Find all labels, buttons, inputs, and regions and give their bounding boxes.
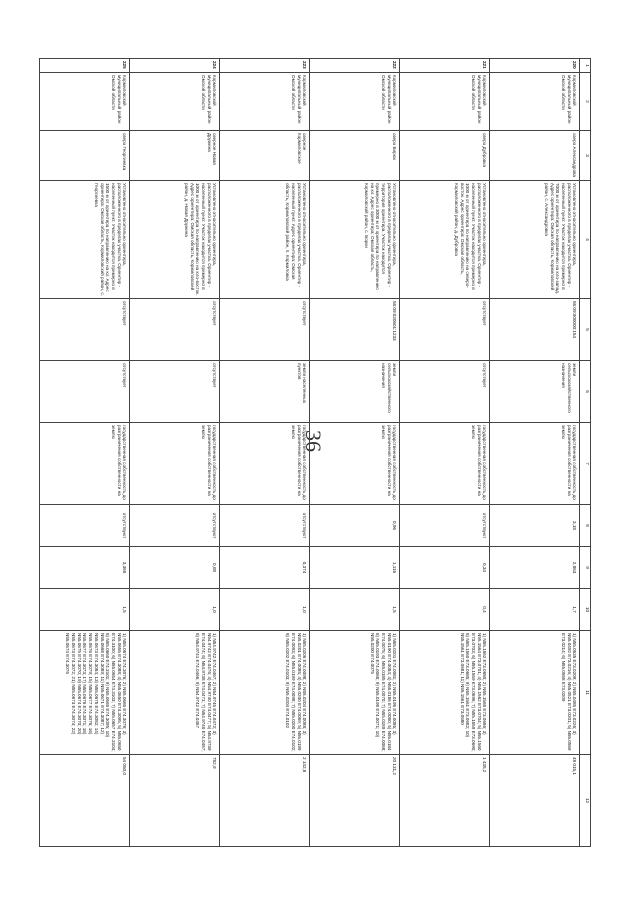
district-cell: Кормиловский муниципальный район Омской области: [310, 73, 400, 131]
location-cell: Установлено относительно ориентира, расположенного в пределах участка. Ориентир - населенный пункт. Участок находится примерно в 1000 м от ориентира по направлению на юго-восток. Адрес ориентира: Омская область, Кормиловский район, д. Новая Дружина: [130, 181, 220, 299]
column-header: 11: [580, 631, 591, 755]
amount-cell: 1 435,2: [400, 755, 490, 847]
amount-cell: 20 131,2: [310, 755, 400, 847]
column-header: 2: [580, 73, 591, 131]
land-category-cell: отсутствует: [130, 361, 220, 423]
location-cell: Установлено относительно ориентира, расположенного в пределах участка. Ориентир - населенный пункт. Участок находится примерно в 1000 м от ориентира по направлению на северо-восток. Адрес ориентира: Омская область, Кормиловский район, д. Дубровка: [400, 181, 490, 299]
column-header: 1: [580, 59, 591, 73]
column-header: 6: [580, 361, 591, 423]
column-header: 7: [580, 423, 591, 505]
value-cell: отсутствуют: [130, 505, 220, 547]
land-category-cell: земли сельскохозяйственного назначения: [490, 361, 580, 423]
land-category-cell: земли населенных пунктов: [220, 361, 310, 423]
district-cell: Кормиловский муниципальный район Омской области: [400, 73, 490, 131]
lake-name-cell: озеро Бирюк: [310, 131, 400, 181]
row-number: 221: [400, 59, 490, 73]
ownership-cell: государственная собственность до разграничения собственности на землю: [40, 423, 130, 505]
lakes-table: [39, 58, 591, 847]
ownership-cell: государственная собственность до разграничения собственности на землю: [130, 423, 220, 505]
column-header: 3: [580, 131, 591, 181]
column-header: 9: [580, 547, 591, 589]
value-cell: 1,116: [310, 547, 400, 589]
lake-name-cell: озеро Дубровка: [400, 131, 490, 181]
value-cell: 2,863: [490, 547, 580, 589]
row-number: 223: [220, 59, 310, 73]
value-cell: 1,7: [490, 589, 580, 631]
table-row: [130, 59, 220, 847]
column-header: 8: [580, 505, 591, 547]
land-category-cell: отсутствует: [400, 361, 490, 423]
district-cell: Кормиловский муниципальный район Омской области: [40, 73, 130, 131]
value-cell: отсутствуют: [400, 505, 490, 547]
location-cell: Установлено относительно ориентира, расположенного в пределах участка. Ориентир - населенный пункт. Адрес ориентира: Омская область, Кормиловский район, п. Кормиловка: [220, 181, 310, 299]
coordinates-cell: 1) N54.9742 E74.0467; 2) N54.9745 E74.0472; 3) N54.9742 E74.0476; 4) N54.9740 E74.0477; 5) N54.9739 E74.0474; 6) N54.9738 E74.0471; 7) N54.9740 E74.0467; 8) N54.9741 E74.0466; 9) N54.9742 E74.0467: [130, 631, 220, 755]
coordinates-cell: 1) N55.0535 E73.0209; 2) N55.0485 E73.0226; 3) N55.0492 E73.0216; 4) N55.0521 E73.0201; 5) N55.0559 E73.0214; 6) N55.0558 E73.0209: [490, 631, 580, 755]
amount-cell: 2 142,8: [220, 755, 310, 847]
row-number: 225: [40, 59, 130, 73]
value-cell: 1,0: [130, 589, 220, 631]
location-cell: Установлено относительно ориентира, расположенного в пределах участка. Ориентир - населенный пункт. Участок находится примерно в 7000 м от ориентира по направлению на юго-запад. Адрес ориентира: Омская область, Кормиловский район, с. Александровка: [490, 181, 580, 299]
amount-cell: 54 050,0: [40, 755, 130, 847]
row-number: 220: [490, 59, 580, 73]
lake-name-cell: озерное Новая Дружина: [130, 131, 220, 181]
row-number: 224: [130, 59, 220, 73]
rotated-table-frame: [58, 58, 591, 846]
district-cell: Кормиловский муниципальный район Омской области: [490, 73, 580, 131]
value-cell: отсутствуют: [220, 505, 310, 547]
table-row: [310, 59, 400, 847]
value-cell: 0,34: [400, 547, 490, 589]
value-cell: 0,08: [130, 547, 220, 589]
value-cell: отсутствуют: [40, 505, 130, 547]
table-row: [40, 59, 130, 847]
value-cell: 3,18: [490, 505, 580, 547]
value-cell: 1,5: [40, 589, 130, 631]
table-row: [490, 59, 580, 847]
cadastral-number-cell: отсутствует: [40, 299, 130, 361]
district-cell: Кормиловский муниципальный район Омской области: [220, 73, 310, 131]
table-row: [220, 59, 310, 847]
page-number: 36: [301, 430, 326, 452]
ownership-cell: государственная собственность до разграничения собственности на землю: [400, 423, 490, 505]
value-cell: 0,4: [400, 589, 490, 631]
table-row: [400, 59, 490, 847]
amount-cell: 782,9: [130, 755, 220, 847]
amount-cell: 48 015,1: [490, 755, 580, 847]
land-category-cell: отсутствует: [40, 361, 130, 423]
cadastral-number-cell: 55:09:000000:154: [490, 299, 580, 361]
lake-name-cell: озеро Георгиевка: [40, 131, 130, 181]
column-header: 12: [580, 755, 591, 847]
header-row: [580, 59, 591, 847]
lake-name-cell: озерное Кормиловское: [220, 131, 310, 181]
lake-name-cell: озеро Александрова: [490, 131, 580, 181]
value-cell: 0,96: [310, 505, 400, 547]
coordinates-cell: 1) N55.0201 E74.0081; 2) N55.0195 E74.0085; 3) N55.0190 E74.0084; 4) N55.0186 E74.0080; 5) N55.0184 E74.0075; 6) N55.0185 E74.0070; 7) N55.0189 E74.0068; 8) N55.0193 E74.0068; 9) N55.0198 E74.0071; 10) N55.0200 E74.0075: [310, 631, 400, 755]
ownership-cell: государственная собственность до разграничения собственности на землю: [310, 423, 400, 505]
coordinates-cell: 1) N55.0206 E74.0098; 2) N55.0204 E74.0088; 3) N55.0201 E74.0085; 4) N55.0200 E74.0089; 5) N55.0199 E74.0093; 6) N55.0199 E74.0098; 7) N55.0200 E74.0102; 8) N55.0202 E74.0103; 9) N55.0204 E74.0102: [220, 631, 310, 755]
rotated-table-wrapper: [58, 58, 591, 846]
ownership-cell: государственная собственность до разграничения собственности на землю: [220, 423, 310, 505]
location-cell: Установлено относительно ориентира, расположенного в пределах участка. Ориентир - территория ориентира. Участок находится примерно в 3000 м от ориентира по направлению на юг. Адрес ориентира: Омская область, Кормиловский район, с. Борки: [310, 181, 400, 299]
cadastral-number-cell: 55:09:020601:1233: [310, 299, 400, 361]
cadastral-number-cell: отсутствует: [400, 299, 490, 361]
location-cell: Установлено относительно ориентира, расположенного в пределах участка. Ориентир - населенный пункт. Участок находится примерно в 1500 м от ориентира по направлению на юг. Адрес ориентира: Омская область, Кормиловский район, с. Георгиевка: [40, 181, 130, 299]
value-cell: 0,374: [220, 547, 310, 589]
land-category-cell: земли сельскохозяйственного назначения: [310, 361, 400, 423]
value-cell: 1,0: [220, 589, 310, 631]
column-header: 5: [580, 299, 591, 361]
district-cell: Кормиловский муниципальный район Омской области: [130, 73, 220, 131]
column-header: 10: [580, 589, 591, 631]
value-cell: 1,5: [310, 589, 400, 631]
cadastral-number-cell: отсутствует: [130, 299, 220, 361]
coordinates-cell: 1) N55.0674 E74.3076; 2) N55.0665 E74.3078; 3) N55.0655 E74.3088; 4) N55.0650 E74.3095; 5) N55.0650 E74.3100; 6) N55.0654 E74.3103; 7) N55.0657 E74.3104; 8) N55.0660 E74.3101; 9) N55.0665 E74.3095; 10) N55.0668 E74.3089; 11) N55.0671 E74.3087; 12) N55.0673 E74.3084; 13) N55.0675 E74.3082; 14) N55.0676 E74.3079; 15) N55.0677 E74.3076; 16) N55.0677 E74.3073; 17) N55.0676 E74.3071; 18) N55.0675 E74.3070; 19) N55.0674 E74.3070; 20) N55.0673 E74.3072; 21) N55.0673 E74.3074; 22) N55.0674 E74.3076: [40, 631, 130, 755]
column-header: 4: [580, 181, 591, 299]
cadastral-number-cell: отсутствует: [220, 299, 310, 361]
ownership-cell: государственная собственность до разграничения собственности на землю: [490, 423, 580, 505]
coordinates-cell: 1) N55.1562 E73.0680; 2) N55.1568 E73.0686; 3) N55.1564 E73.0701; 4) N55.1562 E73.0704; 5) N55.1560 E73.0703; 6) N55.1559 E73.0696; 7) N55.1559 E73.0690; 8) N55.1560 E73.0685; 9) N55.1561 E73.0682; 10) N55.1561 E73.0681; 11) N55.1561 E73.0680: [400, 631, 490, 755]
row-number: 222: [310, 59, 400, 73]
value-cell: 3,365: [40, 547, 130, 589]
